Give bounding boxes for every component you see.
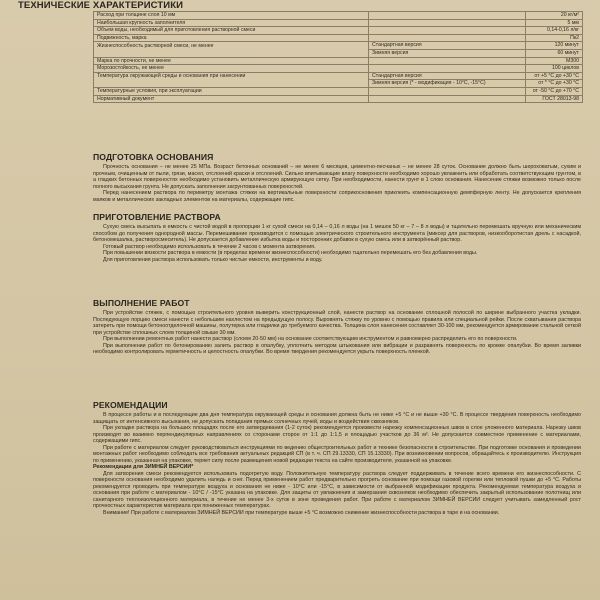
spec-value: Пк2 [526, 34, 583, 42]
spec-variant [369, 57, 526, 65]
spec-variant: Зимняя версия [369, 49, 526, 57]
spec-label: Морозостойкость, не менее [94, 65, 369, 73]
spec-label: Наибольшая крупность заполнителя [94, 19, 369, 27]
spec-variant [369, 87, 526, 95]
spec-label: Подвижность, марка [94, 34, 369, 42]
winter-p2: Внимание! При работе с материалом ЗИМНЕЙ ВЕРСИИ при температуре выше +5 °С возможно снижение жизнеспособности раствора в таре и на основании. [103, 509, 500, 516]
spec-value: от +5 °С до +30 °С [526, 72, 583, 80]
spec-row [94, 27, 583, 35]
work-p1: При устройстве стяжек, с помощью строительного уровня выверить конструкционный слой, нанести раствор на основание сплошной полосой по ширине выбранного участка укладки. Последующую порцию смеси нанести с небольшим нахлестом на предыдущую полосу. Выровнять стяжку по уровню с помощью правила или специальной рейки. После схватывания раствора затереть при помощи бетоноотделочной машины, полутерка или гладилки до требуемого качества. Толщина слоя нанесения составляет 30-100 мм, рекомендуется армирование стальной сеткой при устройстве сплошных слоев толщиной свыше 30 мм. [93, 310, 581, 336]
heading-recommendations: РЕКОМЕНДАЦИИ [93, 400, 168, 410]
spec-row [94, 80, 583, 88]
spec-value: 100 циклов [526, 65, 583, 73]
spec-variant: Стандартная версия [369, 72, 526, 80]
spec-value: М300 [526, 57, 583, 65]
mix-prep-text [93, 224, 581, 263]
winter-p1: Для затворения смеси рекомендуется использовать подогретую воду. Положительную температуру раствора следует поддерживать в течение всего времени его жизнеспособности. С поверхности основания необходимо удалить наледь и снег. Перед применением работ предварительно прогреть основание при помощи газовой горелки или тепловой пушки до +5 °С. Работы рекомендуется проводить при температуре воздуха и основания не ниже - 10°С или -15°С, в зависимости от выбранной модификации продукта. Рекомендуемая температура воздуха и основания при работе с материалом - 10°С / -15°С указана на упаковке. Для защиты от увлажнения и замерзания сквозняков необходимо обеспечить закрытый использование полотнищ или санитарного теплоизоляционного материала, в течение не менее 3-х суток в зоне проведения работ. При работе с материалом ЗИМНЕЙ ВЕРСИИ следует учитывать замедленный рост прочностных характеристик материала при пониженных температурах. [93, 470, 581, 509]
mix-prep-p2: Готовый раствор необходимо использовать в течение 2 часов с момента затворения. [103, 243, 316, 250]
spec-variant [369, 95, 526, 103]
spec-row [94, 95, 583, 103]
recommendations-text [93, 412, 581, 516]
heading-base-prep: ПОДГОТОВКА ОСНОВАНИЯ [93, 152, 214, 162]
spec-label: Температурные условия, при эксплуатации [94, 87, 369, 95]
spec-label: Жизнеспособность растворной смеси, не менее [94, 42, 369, 50]
recs-p2: При укладке раствора на больших площадях после его затвердевания (1-2 суток) рекомендуется произвести нарезку компенсационных швов в слое уложенного материала. Нарезку швов производят во взаимно перпендикулярных направлениях со сторонами сторон от 1:1 до 1:1,5 и площадью участков до 36 м². Не допускается совместное применение с материалами, содержащими гипс. [93, 425, 581, 444]
spec-variant [369, 34, 526, 42]
spec-label [94, 49, 369, 57]
mix-prep-p4: Для приготовления раствора использовать только чистые емкости, инструменты и воду. [103, 256, 323, 263]
spec-value: 5 мм [526, 19, 583, 27]
spec-variant [369, 19, 526, 27]
spec-value: 60 минут [526, 49, 583, 57]
spec-label [94, 80, 369, 88]
spec-value: 20 кг/м² [526, 12, 583, 20]
spec-value: ГОСТ 28013-98 [526, 95, 583, 103]
spec-row [94, 87, 583, 95]
winter-version-title: Рекомендации для ЗИМНЕЙ ВЕРСИИ* [93, 464, 194, 470]
spec-row [94, 19, 583, 27]
recs-p3: При работе с материалом следует руководствоваться инструкциями по ведению общестроительных работ и технике безопасности в строительстве. При подготовке основания и проведении монтажных работ необходимо соблюдать все требования актуальных редакций СП (в т. ч. СП 29.13330, СП 15.13330). При возникновении вопросов, обращайтесь к производителю. Инструкция по применению, указанная на упаковке, теряет силу после размещения новой редакции текста на сайте производителя, указанной на упаковке. [93, 444, 581, 464]
spec-variant: Стандартная версия [369, 42, 526, 50]
spec-label: Марка по прочности, не менее [94, 57, 369, 65]
spec-row [94, 42, 583, 50]
work-p2: При выполнении ремонтных работ нанести раствор (слоем 20-50 мм) на основание соответствующим инструментом и равномерно распределить его по поверхности. [103, 336, 518, 342]
spec-value: от * °С до +30 °С [526, 80, 583, 88]
specs-table [93, 11, 583, 103]
base-prep-p1: Прочность основания – не менее 25 МПа. Возраст бетонных оснований – не менее 6 месяцев, цементно-песчаных – не менее 28 суток. Основание должно быть шероховатым, сухим и прочным, очищенным от пыли, грязи, масел, отслоений краски и отслоений. Сильно впитывающие влагу поверхности необходимо хорошо увлажнить или обработать соответствующим грунтом, в а гладких бетонных поверхностях необходимо установить металлическую армирующую сетку. При необходимости, нанести грунт в 1 слою основания. Нанесение стяжки возможно только после полного высыхания грунта. Не допускать заполнения загрунтованных поверхностей. [93, 164, 581, 190]
spec-row [94, 65, 583, 73]
work-text [93, 310, 581, 356]
mix-prep-p1: Сухую смесь высыпать в емкость с чистой водой в пропорции 1 кг сухой смеси на 0,14 – 0,16 л воды (на 1 мешок 50 кг – 7 – 8 л воды) и тщательно перемешать вручную или механическим способом до получения однородной массы. Перемешивание производится с помощью электрического строительного инструмента (миксер для растворов, низкооборотистая дрель с насадкой, бетономешалка, растворосмеситель). Не допускается добавление избытка воды и посторонних добавок в сухую смесь или в затворённый раствор. [93, 224, 581, 243]
spec-label: Температура окружающей среды и основания при нанесении [94, 72, 369, 80]
work-p3: При выполнении работ по бетонированию залить раствор в опалубку, уплотнить методом штыкования или вибрации и разравнять поверхность по кромке опалубки. Во время заливки необходимо контролировать герметичность и целостность опалубки. Во время твердения рекомендуется укрыть поверхность пленкой. [93, 342, 581, 355]
spec-variant [369, 12, 526, 20]
spec-label: Нормативный документ [94, 95, 369, 103]
spec-row [94, 72, 583, 80]
spec-label: Объем воды, необходимый для приготовления растворной смеси [94, 27, 369, 35]
spec-variant: Зимняя версия (* - модификация - 10°С, -15°С) [369, 80, 526, 88]
spec-variant [369, 65, 526, 73]
heading-work: ВЫПОЛНЕНИЕ РАБОТ [93, 298, 190, 308]
spec-row [94, 12, 583, 20]
base-prep-text [93, 164, 581, 203]
spec-row [94, 49, 583, 57]
recs-p1: В процессе работы и в последующие два дня температура окружающей среды и основания должна быть не ниже +5 °С и не выше +30 °С. В процессе твердения поверхность необходимо защищать от интенсивного высыхания, не допускать попадания прямых солнечных лучей, воды и воздействия сквозняков. [93, 412, 581, 425]
spec-value: 120 минут [526, 42, 583, 50]
spec-row [94, 34, 583, 42]
spec-row [94, 57, 583, 65]
mix-prep-p3: При повышении вязкости раствора в емкости (в пределах времени жизнеспособности) необходимо тщательно перемешать его без добавления воды. [103, 250, 478, 256]
spec-label: Расход при толщине слоя 10 мм [94, 12, 369, 20]
spec-value: 0,14-0,16 л/кг [526, 27, 583, 35]
base-prep-p2: Перед нанесением раствора по периметру монтажа стяжки на вертикальные поверхности соприкосновения приклеить компенсационную демпферную ленту. Не допускается крепления маяков и металлических закладных элементов на материалы, содержащие гипс. [93, 190, 581, 203]
heading-mix-prep: ПРИГОТОВЛЕНИЕ РАСТВОРА [93, 212, 221, 222]
spec-variant [369, 27, 526, 35]
spec-value: от -50 °С до +70 °С [526, 87, 583, 95]
tech-specs-title: ТЕХНИЧЕСКИЕ ХАРАКТЕРИСТИКИ [18, 0, 184, 11]
